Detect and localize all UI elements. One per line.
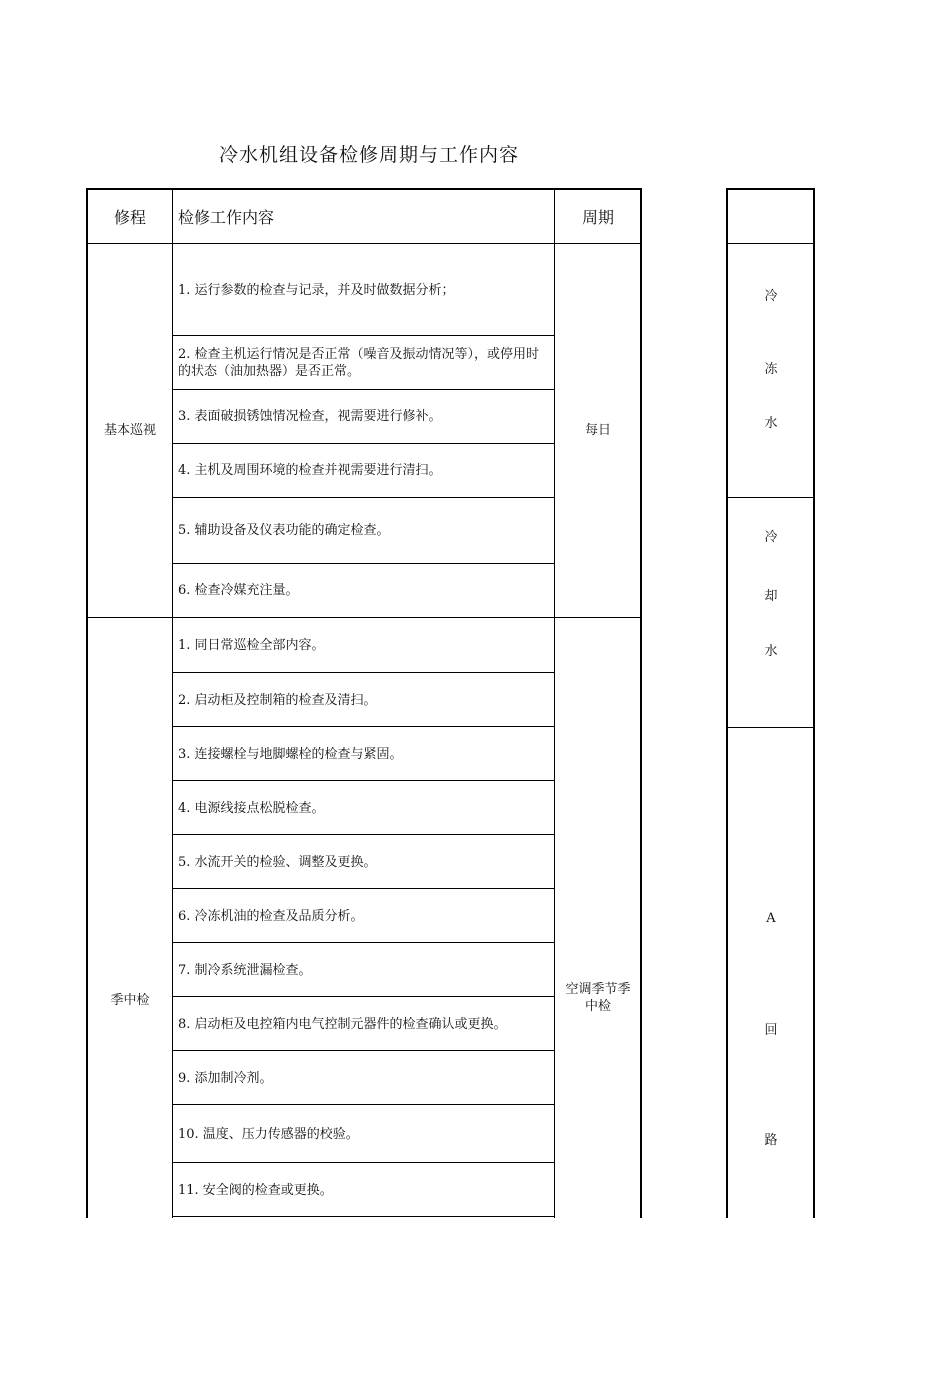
task-item: 4. 电源线接点松脱检查。 <box>178 800 325 816</box>
side-char: 路 <box>764 1133 778 1148</box>
task-item: 1. 同日常巡检全部内容。 <box>178 637 325 653</box>
task-item: 9. 添加制冷剂。 <box>178 1070 273 1086</box>
row-divider <box>172 335 555 336</box>
row-divider <box>172 888 555 889</box>
task-item: 11. 安全阀的检查或更换。 <box>178 1182 333 1198</box>
task-item: 4. 主机及周围环境的检查并视需要进行清扫。 <box>178 462 442 478</box>
cycle-mid-season-label: 空调季节季中检 <box>565 982 631 1014</box>
side-border <box>813 188 815 1218</box>
table-border <box>86 243 642 244</box>
task-item: 2. 检查主机运行情况是否正常（噪音及振动情况等），或停用时的状态（油加热器）是否正常。 <box>178 346 540 379</box>
task-item: 2. 启动柜及控制箱的检查及清扫。 <box>178 692 377 708</box>
row-divider <box>172 443 555 444</box>
side-header <box>727 189 815 243</box>
task-item: 1. 运行参数的检查与记录，并及时做数据分析； <box>178 282 455 298</box>
table-border <box>86 188 88 1218</box>
side-border <box>726 188 815 190</box>
task-item: 5. 辅助设备及仪表功能的确定检查。 <box>178 522 390 538</box>
row-divider <box>172 389 555 390</box>
side-border <box>726 497 815 498</box>
cycle-daily: 每日 <box>584 423 611 438</box>
row-divider <box>172 1050 555 1051</box>
document-title: 冷水机组设备检修周期与工作内容 <box>219 144 520 166</box>
row-divider <box>172 1104 555 1105</box>
table-border <box>554 188 555 1218</box>
side-char: 回 <box>764 1023 778 1038</box>
task-item: 10. 温度、压力传感器的校验。 <box>178 1126 359 1142</box>
row-divider <box>172 726 555 727</box>
side-char: 水 <box>764 416 778 431</box>
header-cycle: 周期 <box>581 207 614 227</box>
row-divider <box>172 1216 555 1217</box>
side-char: 水 <box>764 644 778 659</box>
task-item: 5. 水流开关的检验、调整及更换。 <box>178 854 377 870</box>
table-border <box>172 188 173 1218</box>
cycle-mid-season <box>555 618 641 1218</box>
stage-mid-season-label: 季中检 <box>110 993 150 1008</box>
side-border <box>726 188 728 1218</box>
row-divider <box>172 672 555 673</box>
row-divider <box>172 942 555 943</box>
header-stage: 修程 <box>113 207 146 227</box>
row-divider <box>172 563 555 564</box>
stage-mid-season <box>87 618 173 1383</box>
row-divider <box>172 996 555 997</box>
task-item: 8. 启动柜及电控箱内电气控制元器件的检查确认或更换。 <box>178 1016 507 1032</box>
table-border <box>86 617 642 618</box>
task-item: 6. 冷冻机油的检查及品质分析。 <box>178 908 364 924</box>
side-char: A <box>766 911 776 926</box>
row-divider <box>172 780 555 781</box>
table-border <box>640 188 642 1218</box>
side-char: 却 <box>764 589 778 604</box>
task-item: 3. 连接螺栓与地脚螺栓的检查与紧固。 <box>178 746 403 762</box>
row-divider <box>172 834 555 835</box>
side-char: 冻 <box>764 362 778 377</box>
side-border <box>726 727 815 728</box>
side-border <box>726 243 815 244</box>
task-item: 6. 检查冷媒充注量。 <box>178 582 299 598</box>
side-char: 冷 <box>764 289 778 304</box>
task-item: 7. 制冷系统泄漏检查。 <box>178 962 312 978</box>
row-divider <box>172 497 555 498</box>
table-border <box>86 188 642 190</box>
header-content: 检修工作内容 <box>178 207 275 227</box>
side-char: 冷 <box>764 530 778 545</box>
task-item: 3. 表面破损锈蚀情况检查，视需要进行修补。 <box>178 408 442 424</box>
row-divider <box>172 1162 555 1163</box>
stage-basic-patrol: 基本巡视 <box>103 423 156 438</box>
